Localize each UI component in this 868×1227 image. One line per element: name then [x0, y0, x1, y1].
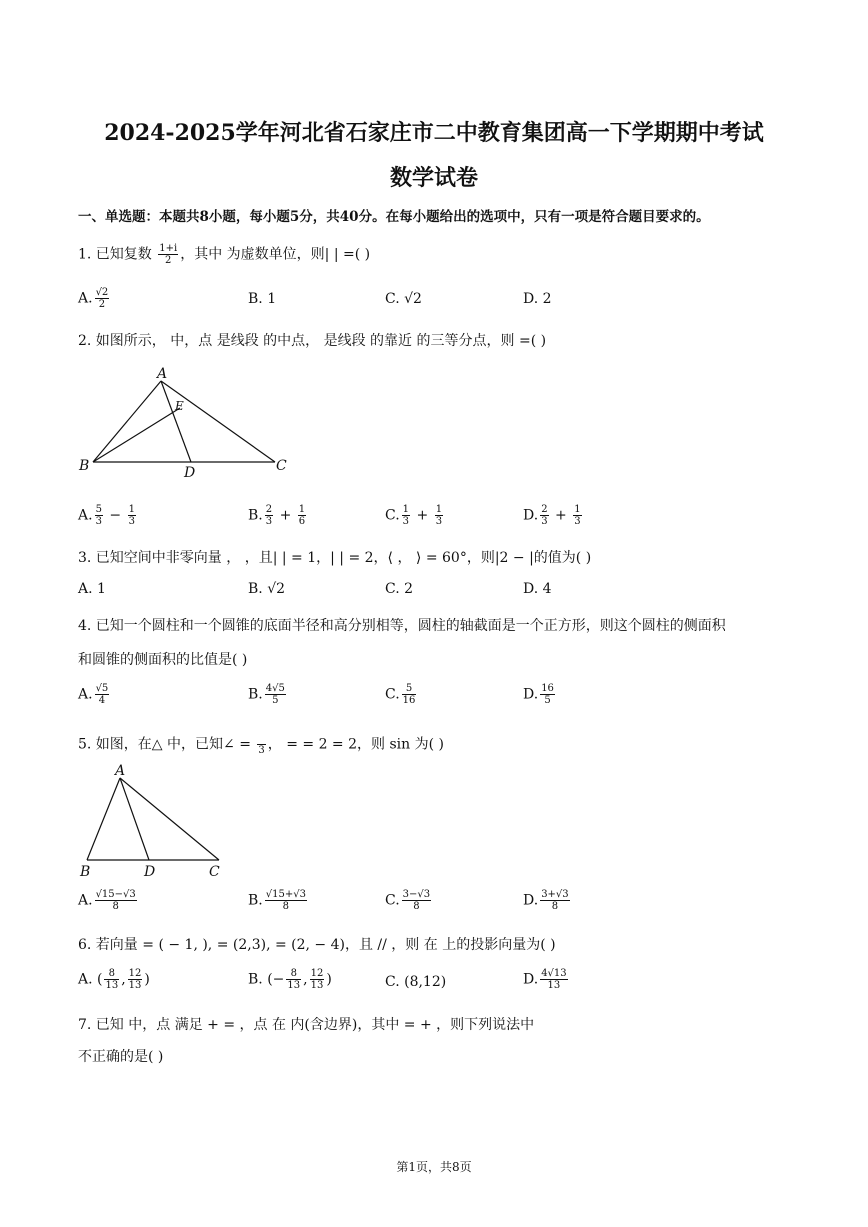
q3-option-b: B. √2 [248, 581, 286, 597]
q5-label-b: B [80, 864, 91, 880]
q1-option-a: A. $\frac{√2}{2}$ [78, 287, 109, 310]
q2-label-b: B [79, 458, 90, 474]
q4-option-d: D. $\frac{16}{5}$ [523, 683, 554, 706]
q5-option-a: A. $\frac{√15-√3}{8}$ [78, 889, 136, 912]
q5-label-c: C [209, 864, 220, 880]
q5-label-a: A [115, 763, 126, 779]
exam-subtitle: 数学试卷 [389, 165, 478, 191]
q3-option-a: A. 1 [78, 581, 106, 597]
question-5: 5. 如图，在△ 中，已知∠ = 3 ， = = 2 = 2，则 sin 为( ) [78, 733, 444, 756]
q6-option-c: C. (8,12) [385, 974, 447, 990]
q2-label-a: A [157, 366, 168, 382]
q1-option-c: C. √2 [385, 291, 422, 307]
exam-title: 2024-2025学年河北省石家庄市二中教育集团高一下学期期中考试 [104, 120, 764, 146]
q1-text-a: 1. 已知复数 [78, 246, 157, 263]
q5-option-d: D. $\frac{3+√3}{8}$ [523, 889, 569, 912]
page-footer: 第1页，共8页 [396, 1160, 472, 1174]
question-2: 2. 如图所示， 中，点 是线段 的中点， 是线段 的靠近 的三等分点，则 =( ) [78, 333, 547, 349]
q4-option-a: A. $\frac{√5}{4}$ [78, 683, 109, 706]
q2-option-b: B. $\frac{2}{3}$ + $\frac{1}{6}$ [248, 504, 306, 527]
question-1 [78, 243, 370, 266]
q1-option-d: D. 2 [523, 291, 552, 307]
q3-option-c: C. 2 [385, 581, 414, 597]
q5-triangle-figure [76, 762, 236, 880]
question-4-line-2: 和圆锥的侧面积的比值是( ) [78, 652, 248, 668]
q6-option-a: A. ( $\frac{8}{13}$ , $\frac{12}{13}$ ) [78, 968, 150, 991]
q2-option-d: D. $\frac{2}{3}$ + $\frac{1}{3}$ [523, 504, 581, 527]
q3-option-d: D. 4 [523, 581, 552, 597]
q6-option-d: D. $\frac{4√13}{13}$ [523, 968, 567, 991]
q5-label-d: D [144, 864, 156, 880]
question-4-line-1: 4. 已知一个圆柱和一个圆锥的底面半径和高分别相等，圆柱的轴截面是一个正方形，则这个圆柱的侧面积 [78, 618, 726, 634]
question-7-line-1: 7. 已知 中，点 满足 + = ，点 在 内(含边界)，其中 = + ，则下列说法中 [78, 1017, 535, 1033]
q5-option-b: B. $\frac{√15+√3}{8}$ [248, 889, 306, 912]
q2-label-d: D [184, 465, 196, 481]
section-heading: 一、单选题：本题共8小题，每小题5分，共40分。在每小题给出的选项中，只有一项是符合题目要求的。 [78, 209, 710, 225]
q4-option-c: C. $\frac{5}{16}$ [385, 683, 416, 706]
q2-label-c: C [276, 458, 287, 474]
q1-option-b: B. 1 [248, 291, 277, 307]
q4-option-b: B. $\frac{4√5}{5}$ [248, 683, 285, 706]
q1-fraction: $\frac{1+i}{2}$ [159, 243, 178, 266]
q2-option-a: A. $\frac{5}{3}$ − $\frac{1}{3}$ [78, 504, 135, 527]
q5-option-c: C. $\frac{3-√3}{8}$ [385, 889, 431, 912]
q2-label-e: E [175, 399, 184, 413]
q6-option-b: B. (− $\frac{8}{13}$ , $\frac{12}{13}$ ) [248, 968, 332, 991]
q2-triangle-figure [76, 366, 296, 482]
question-7-line-2: 不正确的是( ) [78, 1049, 164, 1065]
q1-text-b: ，其中 为虚数单位，则| | =( ) [180, 246, 371, 263]
q2-option-c: C. $\frac{1}{3}$ + $\frac{1}{3}$ [385, 504, 443, 527]
question-6: 6. 若向量 = ( − 1, ), = (2,3), = (2, − 4)，且 // ，则 在 上的投影向量为( ) [78, 937, 556, 953]
question-3: 3. 已知空间中非零向量 ， ，且| | = 1，| | = 2，⟨ ， ⟩ = 60°，则|2 − |的值为( ) [78, 550, 592, 566]
